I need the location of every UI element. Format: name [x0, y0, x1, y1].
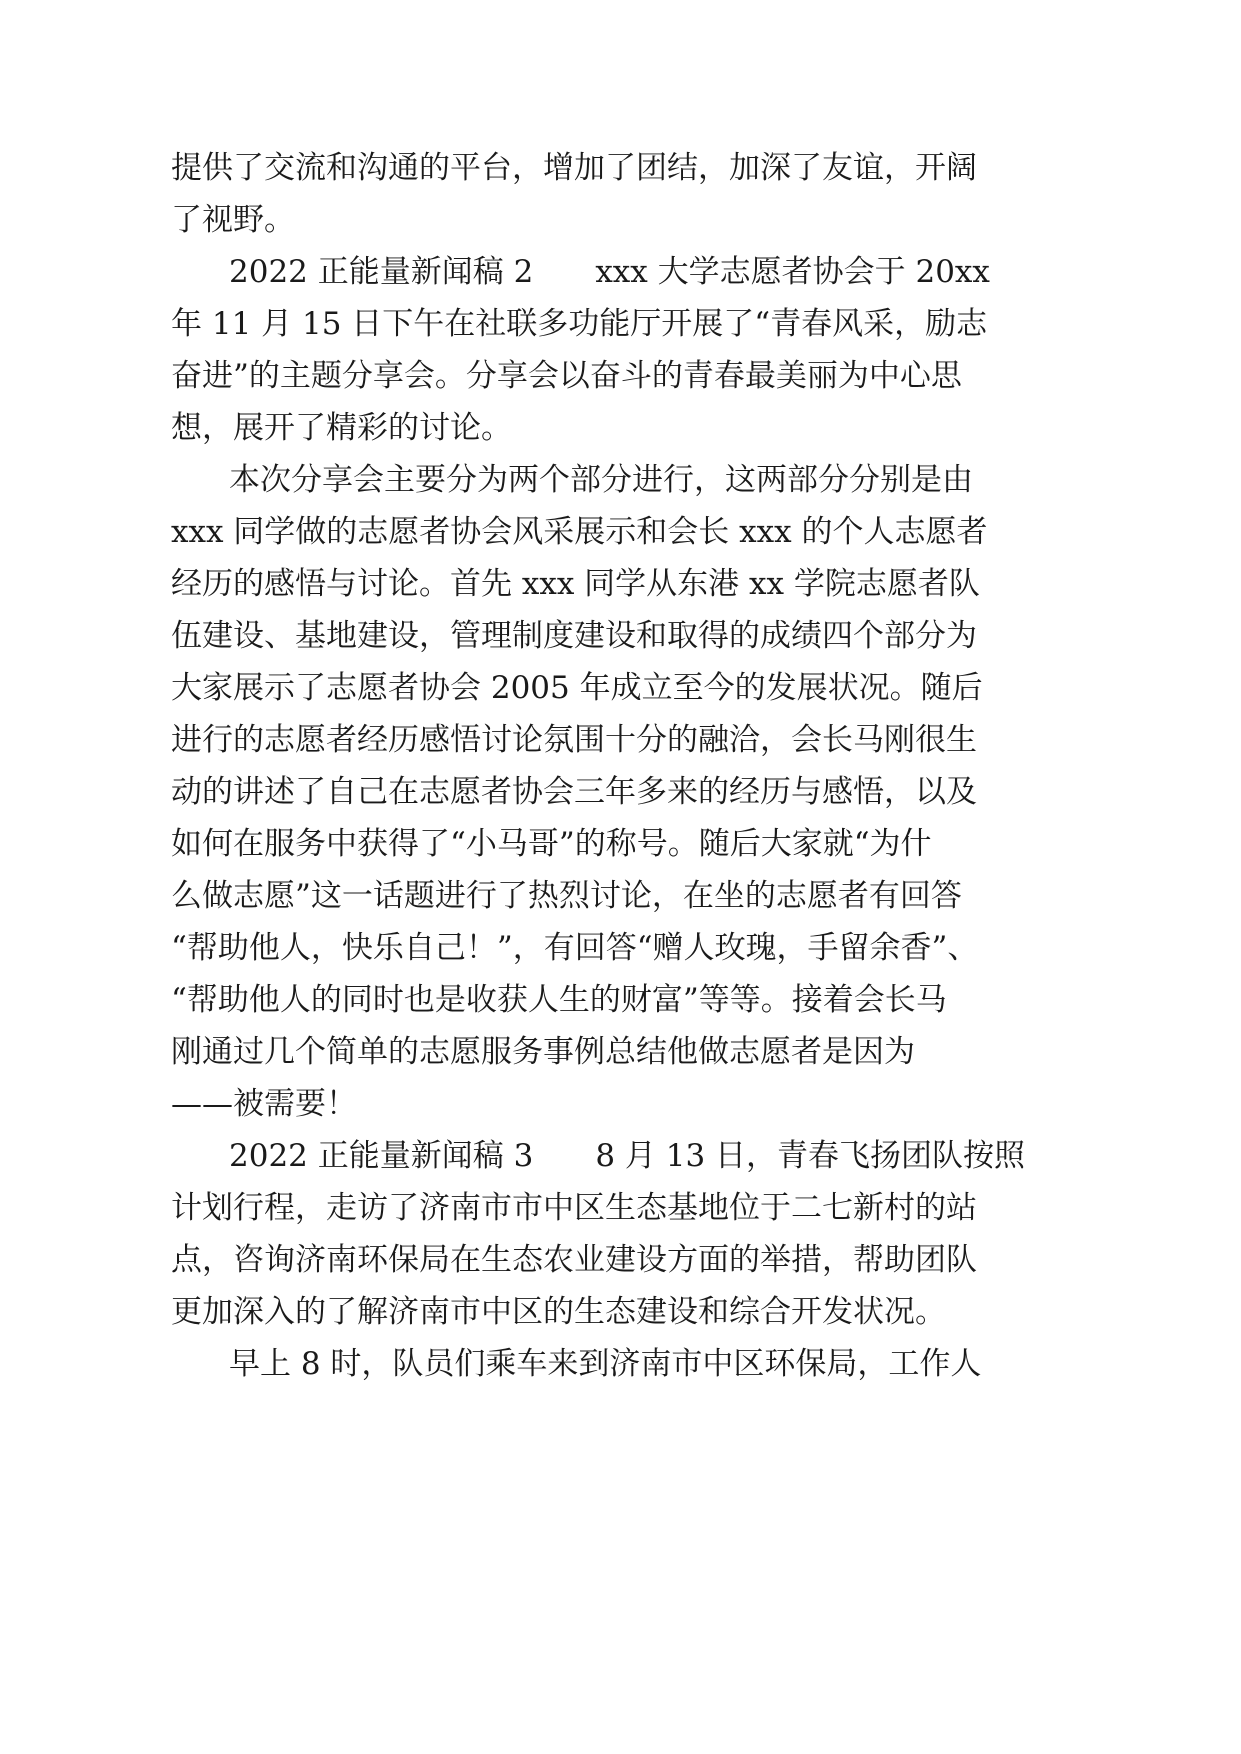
text-line: 点，咨询济南环保局在生态农业建设方面的举措，帮助团队: [171, 1242, 977, 1278]
text-line: 提供了交流和沟通的平台，增加了团结，加深了友谊，开阔: [171, 150, 977, 186]
text-line: 伍建设、基地建设，管理制度建设和取得的成绩四个部分为: [171, 618, 977, 654]
text-line: 大家展示了志愿者协会 2005 年成立至今的发展状况。随后: [171, 670, 983, 706]
text-line: 么做志愿”这一话题进行了热烈讨论，在坐的志愿者有回答: [171, 878, 962, 914]
text-line: 如何在服务中获得了“小马哥”的称号。随后大家就“为什: [171, 826, 932, 862]
text-line: 了视野。: [171, 202, 295, 238]
text-line: 早上 8 时，队员们乘车来到济南市中区环保局，工作人: [229, 1346, 982, 1382]
text-line: 奋进”的主题分享会。分享会以奋斗的青春最美丽为中心思: [171, 358, 962, 394]
text-line: 2022 正能量新闻稿 3 8 月 13 日，青春飞扬团队按照: [229, 1138, 1026, 1174]
text-line: “帮助他人，快乐自己！”，有回答“赠人玫瑰，手留余香”、: [171, 930, 979, 966]
text-line: 年 11 月 15 日下午在社联多功能厅开展了“青春风采，励志: [171, 306, 988, 342]
text-line: xxx 同学做的志愿者协会风采展示和会长 xxx 的个人志愿者: [171, 514, 988, 550]
text-line: ——被需要！: [171, 1086, 357, 1122]
text-line: 2022 正能量新闻稿 2 xxx 大学志愿者协会于 20xx: [229, 254, 990, 290]
text-line: 动的讲述了自己在志愿者协会三年多来的经历与感悟，以及: [171, 774, 977, 810]
text-line: 计划行程，走访了济南市市中区生态基地位于二七新村的站: [171, 1190, 977, 1226]
text-line: 更加深入的了解济南市中区的生态建设和综合开发状况。: [171, 1294, 946, 1330]
text-line: 刚通过几个简单的志愿服务事例总结他做志愿者是因为: [171, 1034, 915, 1070]
text-line: “帮助他人的同时也是收获人生的财富”等等。接着会长马: [171, 982, 947, 1018]
text-line: 本次分享会主要分为两个部分进行，这两部分分别是由: [229, 462, 973, 498]
text-line: 经历的感悟与讨论。首先 xxx 同学从东港 xx 学院志愿者队: [171, 566, 980, 602]
text-line: 进行的志愿者经历感悟讨论氛围十分的融洽，会长马刚很生: [171, 722, 977, 758]
text-line: 想，展开了精彩的讨论。: [171, 410, 512, 446]
